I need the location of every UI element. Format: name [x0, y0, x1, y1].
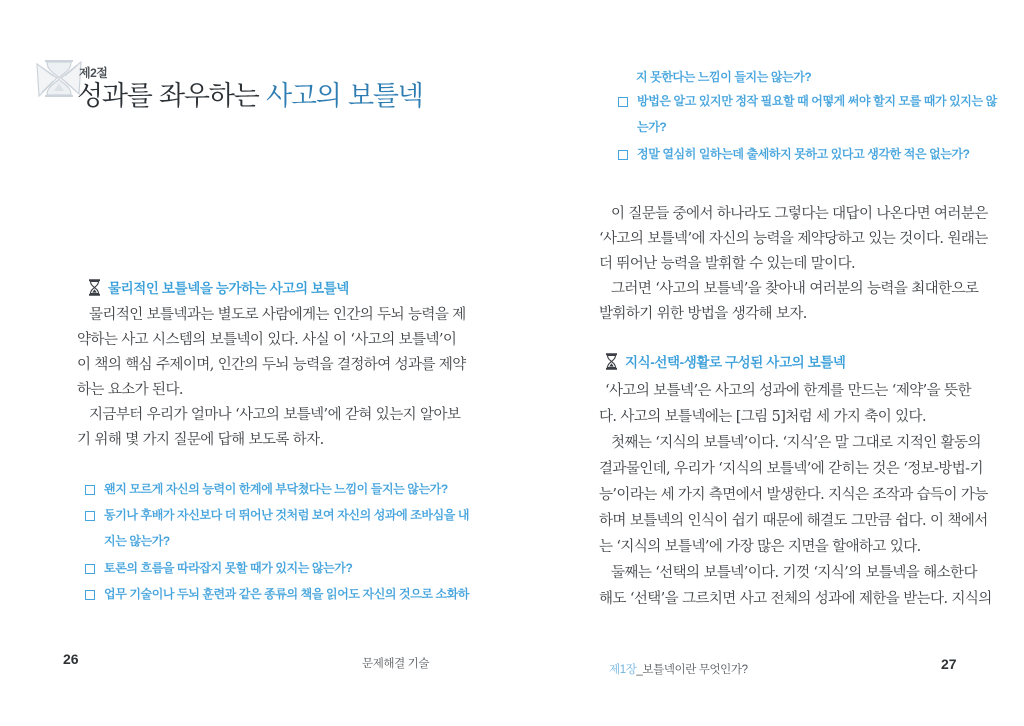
body-text-line: 이 질문들 중에서 하나라도 그렇다는 대답이 나온다면 여러분은 [611, 206, 988, 222]
chapter-number-label: 제2절 [79, 66, 108, 80]
running-footer-chapter [609, 661, 748, 677]
page-title [77, 80, 423, 114]
checklist-item [85, 508, 469, 560]
checkbox-icon [85, 564, 95, 574]
body-text-line: 둘째는 ‘선택의 보틀넥’이다. 기껏 ‘지식’의 보틀넥을 해소한다 [611, 565, 977, 581]
checkbox-icon [618, 150, 628, 160]
checklist-item-continuation: 지 못한다는 느낌이 들지는 않는가? [636, 70, 812, 84]
body-text-line: 그러면 ‘사고의 보틀넥’을 찾아내 여러분의 능력을 최대한으로 [611, 281, 979, 297]
section-heading-text: 물리적인 보틀넥을 능가하는 사고의 보틀넥 [108, 281, 349, 296]
body-text-line: 약하는 사고 시스템의 보틀넥이 있다. 사실 이 ‘사고의 보틀넥’이 [77, 332, 457, 348]
running-footer-book-title: 문제해결 기술 [362, 658, 430, 670]
body-text-line: 물리적인 보틀넥과는 별도로 사람에게는 인간의 두뇌 능력을 제 [89, 307, 466, 323]
section-heading [88, 277, 349, 297]
checklist-item [618, 94, 997, 146]
body-text-line: 지금부터 우리가 얼마나 ‘사고의 보틀넥’에 갇혀 있는지 알아보 [89, 407, 461, 423]
running-footer-chapter-number: 제1장 [609, 664, 637, 676]
body-text-line: 하는 요소가 된다. [77, 382, 183, 398]
body-text-line: 결과물인데, 우리가 ‘지식의 보틀넥’에 갇히는 것은 ‘정보-방법-기 [599, 461, 983, 477]
checklist-item-text: 동기나 후배가 자신보다 더 뛰어난 것처럼 보여 자신의 성과에 조바심을 내 [104, 508, 470, 522]
checklist-item [85, 482, 448, 508]
checkbox-icon [618, 97, 628, 107]
body-text-line: 능’이라는 세 가지 측면에서 발생한다. 지식은 조작과 습득이 가능 [599, 487, 988, 503]
checklist-item-text: 는가? [637, 120, 667, 134]
checklist-item [85, 587, 469, 613]
checklist-item-text: 정말 열심히 일하는데 출세하지 못하고 있다고 생각한 적은 없는가? [637, 147, 970, 161]
checkbox-icon [85, 590, 95, 600]
page-number-left: 26 [63, 651, 79, 667]
hourglass-icon [605, 353, 618, 370]
page-number-right: 27 [941, 656, 957, 672]
body-text-line: 발휘하기 위한 방법을 생각해 보자. [599, 306, 807, 322]
page-title-black: 성과를 좌우하는 [77, 81, 266, 112]
checklist-item-text: 지는 않는가? [104, 534, 170, 548]
checklist-item-text: 왠지 모르게 자신의 능력이 한계에 부닥쳤다는 느낌이 들지는 않는가? [104, 482, 448, 496]
body-text-line: 기 위해 몇 가지 질문에 답해 보도록 하자. [77, 432, 324, 448]
running-footer-chapter-title: _보틀넥이란 무엇인가? [636, 664, 748, 676]
body-text-line: 이 책의 핵심 주제이며, 인간의 두뇌 능력을 결정하여 성과를 제약 [77, 357, 466, 373]
checklist-item [85, 561, 352, 587]
checklist-item-text: 토론의 흐름을 따라잡지 못할 때가 있지는 않는가? [104, 561, 353, 575]
body-text-line: 해도 ‘선택’을 그르치면 사고 전체의 성과에 제한을 받는다. 지식의 [599, 591, 992, 607]
body-text-line: 첫째는 ‘지식의 보틀넥’이다. ‘지식’은 말 그대로 지적인 활동의 [611, 435, 981, 451]
checklist-item-text: 업무 기술이나 두뇌 훈련과 같은 종류의 책을 읽어도 자신의 것으로 소화하 [104, 587, 470, 601]
checkbox-icon [85, 485, 95, 495]
hourglass-icon [88, 279, 101, 296]
section-heading-text: 지식-선택-생활로 구성된 사고의 보틀넥 [625, 355, 846, 370]
body-text-line: 는 ‘지식의 보틀넥’에 가장 많은 지면을 할애하고 있다. [599, 539, 921, 555]
body-text-line: 하며 보틀넥의 인식이 쉽기 때문에 해결도 그만큼 쉽다. 이 책에서 [599, 513, 988, 529]
checklist-item [618, 147, 970, 173]
body-text-line: ‘사고의 보틀넥’은 사고의 성과에 한계를 만드는 ‘제약’을 뜻한 [605, 383, 971, 399]
page-title-blue: 사고의 보틀넥 [265, 81, 423, 112]
body-text-line: 더 뛰어난 능력을 발휘할 수 있는데 말이다. [599, 256, 855, 272]
body-text-line: ‘사고의 보틀넥’에 자신의 능력을 제약당하고 있는 것이다. 원래는 [599, 231, 988, 247]
body-text-line: 다. 사고의 보틀넥에는 [그림 5]처럼 세 가지 축이 있다. [599, 409, 926, 425]
section-heading [605, 351, 846, 371]
checkbox-icon [85, 511, 95, 521]
checklist-item-text: 방법은 알고 있지만 정작 필요할 때 어떻게 써야 할지 모를 때가 있지는 않 [637, 94, 997, 108]
